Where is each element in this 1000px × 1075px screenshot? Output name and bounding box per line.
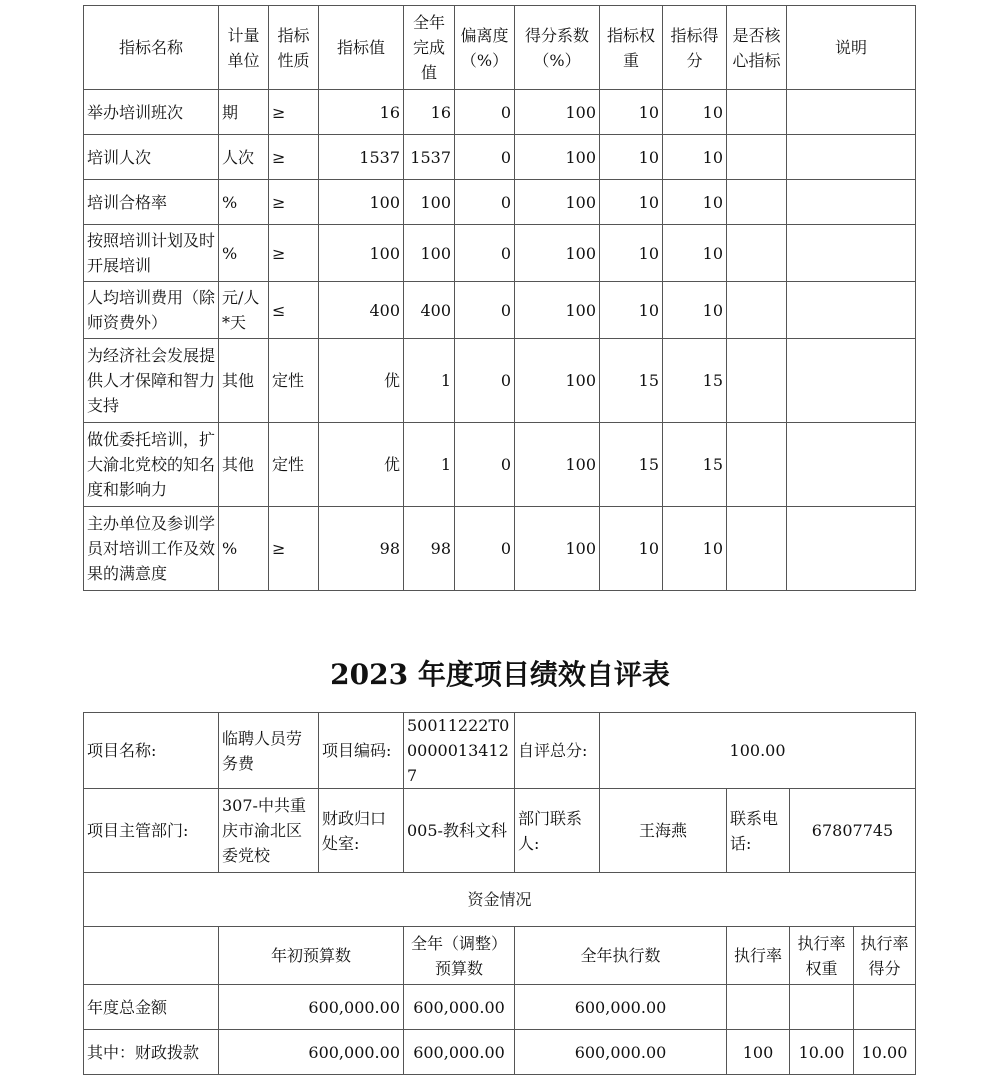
header-cell: 得分系数（%） [515,6,600,90]
indicator-core-cell [727,507,787,591]
indicator-actual-cell: 100 [404,180,455,225]
indicator-unit-cell: % [219,225,269,282]
header-cell: 是否核心指标 [727,6,787,90]
indicator-coef-cell: 100 [515,90,600,135]
indicator-row [84,135,916,180]
project-table [83,712,916,1075]
header-cell: 计量单位 [219,6,269,90]
indicator-actual-cell: 1537 [404,135,455,180]
fund-initial: 600,000.00 [219,985,404,1030]
indicator-table [83,5,916,591]
indicator-nature-cell: ≤ [269,282,319,339]
indicator-target-cell: 400 [319,282,404,339]
project-row-1 [84,713,916,789]
indicator-core-cell [727,282,787,339]
indicator-weight-cell: 10 [600,282,663,339]
indicator-note-cell [787,225,916,282]
header-cell: 指标值 [319,6,404,90]
indicator-weight-cell: 10 [600,225,663,282]
indicator-nature-cell: 定性 [269,423,319,507]
phone-label: 联系电话: [727,789,790,873]
indicator-unit-cell: 其他 [219,423,269,507]
indicator-actual-cell: 16 [404,90,455,135]
indicator-unit-cell: % [219,180,269,225]
indicator-note-cell [787,90,916,135]
indicator-deviation-cell: 0 [455,90,515,135]
indicator-coef-cell: 100 [515,339,600,423]
indicator-unit-cell: 人次 [219,135,269,180]
project-code-label: 项目编码: [319,713,404,789]
indicator-name-cell: 主办单位及参训学员对培训工作及效果的满意度 [84,507,219,591]
indicator-target-cell: 98 [319,507,404,591]
indicator-unit-cell: 其他 [219,339,269,423]
indicator-unit-cell: % [219,507,269,591]
header-cell: 指标性质 [269,6,319,90]
indicator-note-cell [787,339,916,423]
indicator-core-cell [727,225,787,282]
page-title: 2023 年度项目绩效自评表 [330,658,670,691]
fund-executed: 600,000.00 [515,1030,727,1075]
fund-initial: 600,000.00 [219,1030,404,1075]
fund-rate: 100 [727,1030,790,1075]
header-cell: 指标权重 [600,6,663,90]
indicator-nature-cell: ≥ [269,225,319,282]
header-cell: 全年完成值 [404,6,455,90]
phone: 67807745 [790,789,916,873]
fund-score [854,985,916,1030]
fund-header-cell: 年初预算数 [219,927,404,985]
self-score-label: 自评总分: [515,713,600,789]
indicator-score-cell: 10 [663,90,727,135]
indicator-note-cell [787,180,916,225]
indicator-target-cell: 优 [319,339,404,423]
indicator-score-cell: 10 [663,282,727,339]
self-score: 100.00 [600,713,916,789]
indicator-nature-cell: 定性 [269,339,319,423]
indicator-name-cell: 培训人次 [84,135,219,180]
indicator-name-cell: 人均培训费用（除师资费外） [84,282,219,339]
indicator-note-cell [787,507,916,591]
indicator-nature-cell: ≥ [269,90,319,135]
fund-header-cell: 全年（调整）预算数 [404,927,515,985]
indicator-name-cell: 培训合格率 [84,180,219,225]
indicator-nature-cell: ≥ [269,135,319,180]
indicator-deviation-cell: 0 [455,339,515,423]
indicator-name-cell: 做优委托培训，扩大渝北党校的知名度和影响力 [84,423,219,507]
project-code: 50011222T000000134127 [404,713,515,789]
funds-title-row [84,873,916,927]
indicator-row [84,282,916,339]
indicator-core-cell [727,180,787,225]
indicator-row [84,507,916,591]
indicator-row [84,90,916,135]
indicator-deviation-cell: 0 [455,423,515,507]
fund-header-cell [84,927,219,985]
indicator-coef-cell: 100 [515,423,600,507]
indicator-score-cell: 10 [663,135,727,180]
indicator-score-cell: 10 [663,507,727,591]
indicator-deviation-cell: 0 [455,282,515,339]
indicator-note-cell [787,282,916,339]
indicator-score-cell: 10 [663,180,727,225]
indicator-actual-cell: 400 [404,282,455,339]
indicator-core-cell [727,90,787,135]
fund-header-cell: 全年执行数 [515,927,727,985]
indicator-note-cell [787,135,916,180]
fund-executed: 600,000.00 [515,985,727,1030]
indicator-coef-cell: 100 [515,282,600,339]
indicator-score-cell: 15 [663,423,727,507]
indicator-name-cell: 按照培训计划及时开展培训 [84,225,219,282]
indicator-weight-cell: 10 [600,180,663,225]
fund-weight: 10.00 [790,1030,854,1075]
fund-score: 10.00 [854,1030,916,1075]
indicator-core-cell [727,423,787,507]
indicator-unit-cell: 期 [219,90,269,135]
fund-header-cell: 执行率 [727,927,790,985]
indicator-actual-cell: 98 [404,507,455,591]
fund-row [84,1030,916,1075]
indicator-target-cell: 1537 [319,135,404,180]
indicator-score-cell: 10 [663,225,727,282]
indicator-score-cell: 15 [663,339,727,423]
indicator-row [84,423,916,507]
indicator-row [84,225,916,282]
indicator-deviation-cell: 0 [455,507,515,591]
header-cell: 偏离度（%） [455,6,515,90]
indicator-weight-cell: 10 [600,507,663,591]
contact: 王海燕 [600,789,727,873]
indicator-name-cell: 举办培训班次 [84,90,219,135]
indicator-unit-cell: 元/人*天 [219,282,269,339]
indicator-actual-cell: 100 [404,225,455,282]
indicator-name-cell: 为经济社会发展提供人才保障和智力支持 [84,339,219,423]
dept-label: 项目主管部门: [84,789,219,873]
indicator-core-cell [727,339,787,423]
contact-label: 部门联系人: [515,789,600,873]
indicator-row [84,339,916,423]
indicator-coef-cell: 100 [515,225,600,282]
indicator-deviation-cell: 0 [455,180,515,225]
indicator-target-cell: 100 [319,180,404,225]
indicator-target-cell: 16 [319,90,404,135]
project-row-2 [84,789,916,873]
indicator-weight-cell: 10 [600,135,663,180]
indicator-weight-cell: 10 [600,90,663,135]
project-name-label: 项目名称: [84,713,219,789]
indicator-actual-cell: 1 [404,423,455,507]
fund-row-label: 年度总金额 [84,985,219,1030]
indicator-row [84,180,916,225]
indicator-core-cell [727,135,787,180]
indicator-coef-cell: 100 [515,507,600,591]
fund-rate [727,985,790,1030]
funds-header-row [84,927,916,985]
funds-label: 资金情况 [84,873,916,927]
fund-weight [790,985,854,1030]
fund-row-label: 其中：财政拨款 [84,1030,219,1075]
indicator-coef-cell: 100 [515,180,600,225]
indicator-note-cell [787,423,916,507]
indicator-nature-cell: ≥ [269,180,319,225]
fund-row [84,985,916,1030]
indicator-nature-cell: ≥ [269,507,319,591]
fund-adjusted: 600,000.00 [404,1030,515,1075]
indicator-rows [84,90,916,591]
indicator-weight-cell: 15 [600,423,663,507]
indicator-weight-cell: 15 [600,339,663,423]
header-cell: 指标得分 [663,6,727,90]
indicator-header-row [84,6,916,90]
fund-header-cell: 执行率得分 [854,927,916,985]
indicator-deviation-cell: 0 [455,225,515,282]
finance: 005-教科文科 [404,789,515,873]
header-cell: 说明 [787,6,916,90]
indicator-target-cell: 优 [319,423,404,507]
indicator-target-cell: 100 [319,225,404,282]
fund-header-cell: 执行率权重 [790,927,854,985]
dept: 307-中共重庆市渝北区委党校 [219,789,319,873]
indicator-coef-cell: 100 [515,135,600,180]
project-name: 临聘人员劳务费 [219,713,319,789]
fund-adjusted: 600,000.00 [404,985,515,1030]
header-cell: 指标名称 [84,6,219,90]
indicator-deviation-cell: 0 [455,135,515,180]
indicator-actual-cell: 1 [404,339,455,423]
finance-label: 财政归口处室: [319,789,404,873]
